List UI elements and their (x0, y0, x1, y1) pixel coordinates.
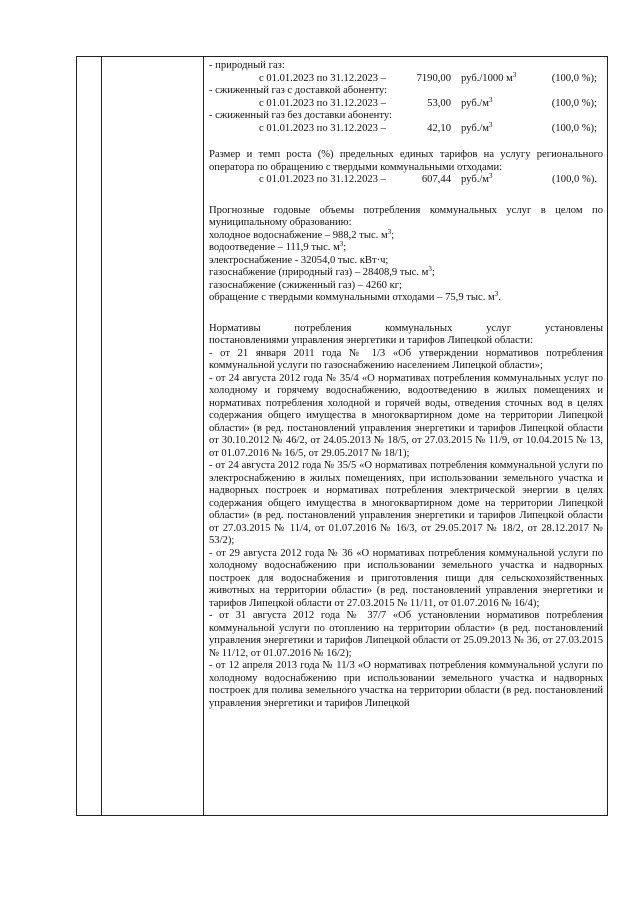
volume-item: обращение с твердыми коммунальными отходами – 75,9 тыс. $м^3$. (209, 290, 501, 303)
tariff-label: - природный газ: (209, 60, 285, 71)
tariff-percent: (100,0 %); (551, 72, 597, 84)
tariff-unit: $руб./м^3$ (461, 95, 493, 109)
tko-text: Размер и темп роста (%) предельных единых тарифов на услугу регионального оператора по обращению с твердыми коммунальными отходами: (209, 149, 603, 173)
volume-item: водоотведение – 111,9 тыс. $м^3$; (209, 240, 347, 253)
tariff-period: с 01.01.2023 по 31.12.2023 – (259, 72, 386, 84)
norms-block (209, 323, 603, 711)
tariff-value: 53,00 (427, 97, 451, 109)
column-divider (203, 57, 204, 815)
tariff-value: 7190,00 (416, 72, 451, 84)
tko-percent: (100,0 %). (551, 174, 597, 185)
tariff-row (209, 95, 603, 111)
norm-item: - от 12 апреля 2013 года № 11/3 «О нормативах потребления коммунальной услуги по холодному водоснабжению при использовании земельного участка и надворных построек для полива земельного участка на территории области (в ред. постановлений управления энергетики и тарифов Липецкой (209, 660, 603, 709)
volumes-intro: Прогнозные годовые объемы потребления коммунальных услуг в целом по муниципальному образованию: (209, 204, 603, 228)
volume-item: газоснабжение (природный газ) – 28408,9 тыс. $м^3$; (209, 265, 435, 278)
tariff-unit: $руб./м^3$ (461, 120, 493, 134)
volume-item: холодное водоснабжение – 988,2 тыс. $м^3$; (209, 227, 395, 241)
norm-item: - от 29 августа 2012 года № 36 «О нормативах потребления коммунальной услуги по холодному водоснабжению при использовании земельного участка и надворных построек для водоснабжения и приготовления пищи для сельскохозяйственных животных на территории области» (в ред. постановлений управления энергетики и тарифов Липецкой области от 27.03.2015 № 11/11, от 01.07.2016 № 16/4); (209, 547, 603, 609)
volume-item: газоснабжение (сжиженный газ) – 4260 кг; (209, 279, 402, 291)
tko-row (209, 174, 603, 187)
tariff-period: с 01.01.2023 по 31.12.2023 – (259, 122, 386, 134)
tariff-label: - сжиженный газ с доставкой абоненту: (209, 85, 388, 96)
tariff-label: - сжиженный газ без доставки абоненту: (209, 110, 392, 121)
document-table (76, 56, 608, 816)
norm-item: - от 24 августа 2012 года № 35/5 «О нормативах потребления коммунальной услуги по электроснабжению в жилых помещениях, при использовании земельного участка и надворных построек и нормативах потребления электрической энергии в целях содержания общего имущества в многоквартирном доме на территории Липецкой области» (в ред. постановлений управления энергетики и тарифов Липецкой области от 27.03.2015 № 11/4, от 01.07.2016 № 16/3, от 29.05.2017 № 18/2, от 28.12.2017 № 53/2); (209, 460, 603, 546)
norm-item: - от 24 августа 2012 года № 35/4 «О нормативах потребления коммунальных услуг по холодному и горячему водоснабжению, водоотведению в жилых помещениях и нормативах потребления холодной и горячей воды, отведения сточных вод в целях содержания общего имущества в многоквартирном доме на территории Липецкой области» (в ред. постановлений управления энергетики и тарифов Липецкой области от 30.10.2012 № 46/2, от 24.05.2013 № 18/5, от 27.03.2015 № 11/9, от 10.04.2015 № 13, от 01.07.2016 № 16/5, от 29.05.2017 № 18/1); (209, 372, 603, 459)
content-cell (209, 60, 603, 710)
tko-value: 607,44 (421, 174, 451, 185)
tariff-value: 42,10 (427, 122, 451, 134)
norm-item: - от 31 августа 2012 года № 37/7 «Об установлении нормативов потребления коммунальной услуги по отоплению на территории области» (в ред. постановлений управления энергетики и тарифов Липецкой области от 25.09.2013 № 36, от 27.03.2015 № 11/12, от 01.07.2016 № 16/2); (209, 610, 603, 659)
volume-item: электроснабжение - 32054,0 тыс. кВт·ч; (209, 254, 389, 266)
tariff-block (209, 60, 603, 135)
column-divider (101, 57, 102, 815)
tko-unit: $руб./м^3$ (461, 172, 493, 185)
tariff-percent: (100,0 %); (551, 122, 597, 134)
volumes-block (209, 205, 603, 305)
tariff-row (209, 120, 603, 136)
norms-intro-rest: постановлениями управления энергетики и тарифов Липецкой области: (209, 335, 534, 346)
tko-block (209, 149, 603, 187)
norm-item: - от 21 января 2011 года № 1/3 «Об утверждении нормативов потребления коммунальной услуги по газоснабжению населением Липецкой области»; (209, 347, 603, 371)
norms-intro-first: Нормативы потребления коммунальных услуг установлены (209, 322, 603, 334)
tariff-row (209, 70, 603, 86)
tko-period: с 01.01.2023 по 31.12.2023 – (259, 174, 386, 185)
tariff-period: с 01.01.2023 по 31.12.2023 – (259, 97, 386, 109)
tariff-unit: руб./1000 $м^3$ (461, 70, 517, 84)
tariff-percent: (100,0 %); (551, 97, 597, 109)
